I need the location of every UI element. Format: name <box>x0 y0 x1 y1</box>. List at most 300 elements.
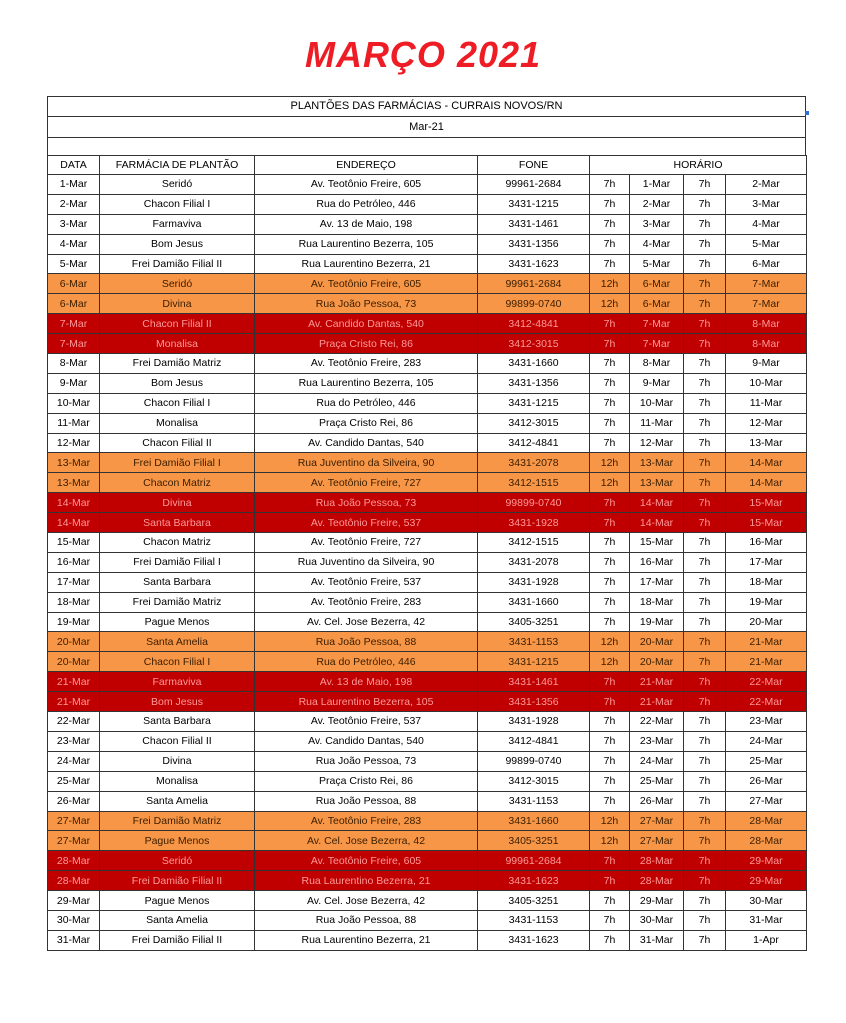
cell-h1[interactable]: 7h <box>590 214 630 234</box>
blank-row[interactable] <box>47 138 806 155</box>
cell-h2[interactable]: 7h <box>684 533 726 553</box>
cell-d2[interactable]: 3-Mar <box>726 194 807 214</box>
cell-farmacia[interactable]: Bom Jesus <box>100 234 255 254</box>
cell-fone[interactable]: 3412-3015 <box>478 413 590 433</box>
cell-endereco[interactable]: Rua João Pessoa, 73 <box>255 493 478 513</box>
cell-d1[interactable]: 27-Mar <box>630 811 684 831</box>
cell-fone[interactable]: 3431-1356 <box>478 234 590 254</box>
cell-endereco[interactable]: Rua Laurentino Bezerra, 21 <box>255 871 478 891</box>
cell-h1[interactable]: 7h <box>590 592 630 612</box>
cell-h1[interactable]: 7h <box>590 692 630 712</box>
cell-endereco[interactable]: Rua João Pessoa, 88 <box>255 910 478 930</box>
cell-d2[interactable]: 17-Mar <box>726 552 807 572</box>
cell-endereco[interactable]: Rua do Petróleo, 446 <box>255 393 478 413</box>
cell-farmacia[interactable]: Chacon Matriz <box>100 533 255 553</box>
cell-endereco[interactable]: Rua João Pessoa, 88 <box>255 791 478 811</box>
cell-farmacia[interactable]: Divina <box>100 493 255 513</box>
cell-d1[interactable]: 6-Mar <box>630 274 684 294</box>
cell-farmacia[interactable]: Monalisa <box>100 334 255 354</box>
cell-d2[interactable]: 19-Mar <box>726 592 807 612</box>
cell-fone[interactable]: 3412-4841 <box>478 433 590 453</box>
cell-farmacia[interactable]: Pague Menos <box>100 891 255 911</box>
cell-d2[interactable]: 22-Mar <box>726 692 807 712</box>
sheet-header[interactable]: PLANTÕES DAS FARMÁCIAS - CURRAIS NOVOS/RN <box>47 96 806 116</box>
cell-d1[interactable]: 20-Mar <box>630 652 684 672</box>
cell-endereco[interactable]: Av. Candido Dantas, 540 <box>255 314 478 334</box>
cell-h2[interactable]: 7h <box>684 672 726 692</box>
cell-endereco[interactable]: Av. Teotônio Freire, 537 <box>255 572 478 592</box>
cell-d1[interactable]: 19-Mar <box>630 612 684 632</box>
cell-fone[interactable]: 3431-1356 <box>478 373 590 393</box>
cell-h1[interactable]: 7h <box>590 910 630 930</box>
cell-d1[interactable]: 14-Mar <box>630 493 684 513</box>
sheet-month[interactable]: Mar-21 <box>47 116 806 138</box>
cell-h1[interactable]: 7h <box>590 572 630 592</box>
cell-farmacia[interactable]: Santa Barbara <box>100 712 255 732</box>
cell-data[interactable]: 4-Mar <box>48 234 100 254</box>
cell-h1[interactable]: 7h <box>590 672 630 692</box>
cell-fone[interactable]: 99961-2684 <box>478 175 590 195</box>
cell-h1[interactable]: 12h <box>590 453 630 473</box>
cell-d1[interactable]: 28-Mar <box>630 871 684 891</box>
cell-data[interactable]: 11-Mar <box>48 413 100 433</box>
cell-farmacia[interactable]: Chacon Filial II <box>100 731 255 751</box>
cell-h1[interactable]: 7h <box>590 254 630 274</box>
cell-d2[interactable]: 5-Mar <box>726 234 807 254</box>
cell-h1[interactable]: 7h <box>590 513 630 533</box>
cell-farmacia[interactable]: Frei Damião Matriz <box>100 354 255 374</box>
col-fone[interactable]: FONE <box>478 156 590 175</box>
cell-endereco[interactable]: Av. Teotônio Freire, 283 <box>255 811 478 831</box>
cell-d2[interactable]: 28-Mar <box>726 831 807 851</box>
cell-h2[interactable]: 7h <box>684 175 726 195</box>
cell-farmacia[interactable]: Divina <box>100 294 255 314</box>
cell-endereco[interactable]: Praça Cristo Rei, 86 <box>255 413 478 433</box>
cell-data[interactable]: 24-Mar <box>48 751 100 771</box>
cell-h1[interactable]: 7h <box>590 851 630 871</box>
cell-d2[interactable]: 13-Mar <box>726 433 807 453</box>
cell-d2[interactable]: 30-Mar <box>726 891 807 911</box>
cell-d2[interactable]: 29-Mar <box>726 871 807 891</box>
cell-d1[interactable]: 13-Mar <box>630 473 684 493</box>
cell-data[interactable]: 31-Mar <box>48 930 100 950</box>
cell-fone[interactable]: 3431-1623 <box>478 871 590 891</box>
cell-d2[interactable]: 7-Mar <box>726 274 807 294</box>
cell-farmacia[interactable]: Seridó <box>100 274 255 294</box>
cell-data[interactable]: 21-Mar <box>48 692 100 712</box>
cell-farmacia[interactable]: Chacon Filial I <box>100 194 255 214</box>
cell-d1[interactable]: 20-Mar <box>630 632 684 652</box>
cell-fone[interactable]: 3431-1660 <box>478 811 590 831</box>
cell-data[interactable]: 9-Mar <box>48 373 100 393</box>
cell-d1[interactable]: 12-Mar <box>630 433 684 453</box>
cell-data[interactable]: 12-Mar <box>48 433 100 453</box>
cell-data[interactable]: 18-Mar <box>48 592 100 612</box>
cell-d1[interactable]: 9-Mar <box>630 373 684 393</box>
cell-farmacia[interactable]: Bom Jesus <box>100 373 255 393</box>
cell-h1[interactable]: 7h <box>590 552 630 572</box>
cell-farmacia[interactable]: Frei Damião Matriz <box>100 592 255 612</box>
cell-fone[interactable]: 3431-1461 <box>478 214 590 234</box>
cell-fone[interactable]: 3431-1623 <box>478 254 590 274</box>
cell-h2[interactable]: 7h <box>684 552 726 572</box>
cell-h2[interactable]: 7h <box>684 731 726 751</box>
col-farmacia[interactable]: FARMÁCIA DE PLANTÃO <box>100 156 255 175</box>
cell-endereco[interactable]: Rua Laurentino Bezerra, 105 <box>255 373 478 393</box>
cell-d1[interactable]: 1-Mar <box>630 175 684 195</box>
cell-h2[interactable]: 7h <box>684 652 726 672</box>
cell-fone[interactable]: 3405-3251 <box>478 612 590 632</box>
cell-data[interactable]: 2-Mar <box>48 194 100 214</box>
cell-h1[interactable]: 12h <box>590 652 630 672</box>
cell-data[interactable]: 25-Mar <box>48 771 100 791</box>
cell-endereco[interactable]: Av. 13 de Maio, 198 <box>255 214 478 234</box>
cell-d2[interactable]: 15-Mar <box>726 493 807 513</box>
cell-farmacia[interactable]: Frei Damião Filial II <box>100 871 255 891</box>
cell-farmacia[interactable]: Santa Barbara <box>100 513 255 533</box>
cell-d2[interactable]: 12-Mar <box>726 413 807 433</box>
cell-fone[interactable]: 3405-3251 <box>478 831 590 851</box>
cell-endereco[interactable]: Av. Teotônio Freire, 283 <box>255 592 478 612</box>
cell-fone[interactable]: 3431-1928 <box>478 712 590 732</box>
cell-h1[interactable]: 12h <box>590 632 630 652</box>
cell-h2[interactable]: 7h <box>684 572 726 592</box>
cell-farmacia[interactable]: Pague Menos <box>100 612 255 632</box>
cell-fone[interactable]: 3431-2078 <box>478 453 590 473</box>
cell-data[interactable]: 3-Mar <box>48 214 100 234</box>
cell-h2[interactable]: 7h <box>684 811 726 831</box>
cell-h2[interactable]: 7h <box>684 791 726 811</box>
cell-h2[interactable]: 7h <box>684 771 726 791</box>
cell-h2[interactable]: 7h <box>684 493 726 513</box>
cell-d2[interactable]: 6-Mar <box>726 254 807 274</box>
cell-data[interactable]: 7-Mar <box>48 334 100 354</box>
cell-fone[interactable]: 99961-2684 <box>478 274 590 294</box>
cell-d1[interactable]: 7-Mar <box>630 334 684 354</box>
cell-endereco[interactable]: Av. Cel. Jose Bezerra, 42 <box>255 831 478 851</box>
cell-endereco[interactable]: Rua Laurentino Bezerra, 105 <box>255 692 478 712</box>
col-horario[interactable]: HORÁRIO <box>590 156 807 175</box>
cell-h1[interactable]: 12h <box>590 831 630 851</box>
col-endereco[interactable]: ENDEREÇO <box>255 156 478 175</box>
cell-farmacia[interactable]: Chacon Filial II <box>100 433 255 453</box>
cell-d1[interactable]: 6-Mar <box>630 294 684 314</box>
cell-h1[interactable]: 7h <box>590 493 630 513</box>
cell-d2[interactable]: 29-Mar <box>726 851 807 871</box>
cell-h2[interactable]: 7h <box>684 234 726 254</box>
cell-h2[interactable]: 7h <box>684 214 726 234</box>
cell-h2[interactable]: 7h <box>684 692 726 712</box>
cell-d2[interactable]: 27-Mar <box>726 791 807 811</box>
cell-h2[interactable]: 7h <box>684 910 726 930</box>
cell-d2[interactable]: 10-Mar <box>726 373 807 393</box>
cell-data[interactable]: 28-Mar <box>48 871 100 891</box>
cell-fone[interactable]: 3431-1215 <box>478 393 590 413</box>
cell-d1[interactable]: 8-Mar <box>630 354 684 374</box>
selection-handle[interactable] <box>805 111 809 115</box>
cell-fone[interactable]: 3412-1515 <box>478 473 590 493</box>
cell-d2[interactable]: 15-Mar <box>726 513 807 533</box>
cell-data[interactable]: 8-Mar <box>48 354 100 374</box>
cell-endereco[interactable]: Av. Teotônio Freire, 727 <box>255 533 478 553</box>
cell-fone[interactable]: 3412-3015 <box>478 334 590 354</box>
cell-d2[interactable]: 8-Mar <box>726 334 807 354</box>
cell-d1[interactable]: 3-Mar <box>630 214 684 234</box>
cell-fone[interactable]: 3412-4841 <box>478 731 590 751</box>
cell-data[interactable]: 19-Mar <box>48 612 100 632</box>
cell-fone[interactable]: 99899-0740 <box>478 294 590 314</box>
cell-fone[interactable]: 3431-1215 <box>478 652 590 672</box>
cell-h2[interactable]: 7h <box>684 751 726 771</box>
cell-h1[interactable]: 7h <box>590 334 630 354</box>
cell-farmacia[interactable]: Frei Damião Filial II <box>100 930 255 950</box>
cell-h2[interactable]: 7h <box>684 871 726 891</box>
cell-h2[interactable]: 7h <box>684 712 726 732</box>
cell-d1[interactable]: 13-Mar <box>630 453 684 473</box>
cell-endereco[interactable]: Rua Laurentino Bezerra, 21 <box>255 930 478 950</box>
cell-h1[interactable]: 12h <box>590 274 630 294</box>
cell-farmacia[interactable]: Monalisa <box>100 771 255 791</box>
cell-d2[interactable]: 14-Mar <box>726 473 807 493</box>
cell-d2[interactable]: 8-Mar <box>726 314 807 334</box>
cell-d2[interactable]: 7-Mar <box>726 294 807 314</box>
cell-h2[interactable]: 7h <box>684 851 726 871</box>
cell-h2[interactable]: 7h <box>684 632 726 652</box>
cell-fone[interactable]: 3431-1660 <box>478 592 590 612</box>
cell-d2[interactable]: 25-Mar <box>726 751 807 771</box>
cell-d1[interactable]: 2-Mar <box>630 194 684 214</box>
cell-d1[interactable]: 26-Mar <box>630 791 684 811</box>
cell-h2[interactable]: 7h <box>684 334 726 354</box>
cell-h2[interactable]: 7h <box>684 473 726 493</box>
cell-farmacia[interactable]: Frei Damião Filial I <box>100 552 255 572</box>
cell-d2[interactable]: 20-Mar <box>726 612 807 632</box>
cell-data[interactable]: 14-Mar <box>48 513 100 533</box>
cell-h2[interactable]: 7h <box>684 831 726 851</box>
cell-farmacia[interactable]: Frei Damião Filial I <box>100 453 255 473</box>
cell-h2[interactable]: 7h <box>684 274 726 294</box>
cell-fone[interactable]: 99899-0740 <box>478 493 590 513</box>
cell-fone[interactable]: 3431-1153 <box>478 791 590 811</box>
cell-farmacia[interactable]: Seridó <box>100 851 255 871</box>
cell-d2[interactable]: 16-Mar <box>726 533 807 553</box>
cell-d1[interactable]: 23-Mar <box>630 731 684 751</box>
cell-fone[interactable]: 3412-1515 <box>478 533 590 553</box>
cell-farmacia[interactable]: Divina <box>100 751 255 771</box>
cell-d1[interactable]: 27-Mar <box>630 831 684 851</box>
cell-d2[interactable]: 21-Mar <box>726 632 807 652</box>
cell-h2[interactable]: 7h <box>684 254 726 274</box>
cell-h2[interactable]: 7h <box>684 413 726 433</box>
cell-data[interactable]: 29-Mar <box>48 891 100 911</box>
cell-d2[interactable]: 18-Mar <box>726 572 807 592</box>
cell-d2[interactable]: 28-Mar <box>726 811 807 831</box>
cell-h1[interactable]: 7h <box>590 612 630 632</box>
cell-h1[interactable]: 7h <box>590 314 630 334</box>
cell-farmacia[interactable]: Frei Damião Filial II <box>100 254 255 274</box>
cell-endereco[interactable]: Av. Cel. Jose Bezerra, 42 <box>255 612 478 632</box>
cell-d1[interactable]: 4-Mar <box>630 234 684 254</box>
cell-d2[interactable]: 23-Mar <box>726 712 807 732</box>
cell-d1[interactable]: 30-Mar <box>630 910 684 930</box>
cell-d2[interactable]: 14-Mar <box>726 453 807 473</box>
cell-h1[interactable]: 7h <box>590 393 630 413</box>
cell-h1[interactable]: 7h <box>590 731 630 751</box>
cell-fone[interactable]: 3431-1660 <box>478 354 590 374</box>
cell-data[interactable]: 20-Mar <box>48 652 100 672</box>
cell-data[interactable]: 1-Mar <box>48 175 100 195</box>
cell-endereco[interactable]: Av. Teotônio Freire, 605 <box>255 851 478 871</box>
cell-data[interactable]: 30-Mar <box>48 910 100 930</box>
cell-d1[interactable]: 21-Mar <box>630 692 684 712</box>
cell-d2[interactable]: 22-Mar <box>726 672 807 692</box>
cell-fone[interactable]: 99899-0740 <box>478 751 590 771</box>
cell-farmacia[interactable]: Santa Amelia <box>100 910 255 930</box>
cell-h1[interactable]: 7h <box>590 175 630 195</box>
cell-d1[interactable]: 31-Mar <box>630 930 684 950</box>
cell-endereco[interactable]: Praça Cristo Rei, 86 <box>255 771 478 791</box>
cell-fone[interactable]: 3412-3015 <box>478 771 590 791</box>
cell-data[interactable]: 6-Mar <box>48 294 100 314</box>
cell-data[interactable]: 26-Mar <box>48 791 100 811</box>
cell-data[interactable]: 21-Mar <box>48 672 100 692</box>
col-data[interactable]: DATA <box>48 156 100 175</box>
cell-data[interactable]: 23-Mar <box>48 731 100 751</box>
cell-d1[interactable]: 17-Mar <box>630 572 684 592</box>
cell-h2[interactable]: 7h <box>684 891 726 911</box>
cell-d1[interactable]: 10-Mar <box>630 393 684 413</box>
cell-h2[interactable]: 7h <box>684 453 726 473</box>
cell-farmacia[interactable]: Pague Menos <box>100 831 255 851</box>
cell-fone[interactable]: 3431-1153 <box>478 910 590 930</box>
cell-h1[interactable]: 7h <box>590 194 630 214</box>
cell-data[interactable]: 16-Mar <box>48 552 100 572</box>
cell-endereco[interactable]: Praça Cristo Rei, 86 <box>255 334 478 354</box>
cell-d1[interactable]: 7-Mar <box>630 314 684 334</box>
cell-fone[interactable]: 3412-4841 <box>478 314 590 334</box>
cell-data[interactable]: 10-Mar <box>48 393 100 413</box>
cell-d1[interactable]: 22-Mar <box>630 712 684 732</box>
cell-d2[interactable]: 4-Mar <box>726 214 807 234</box>
cell-h1[interactable]: 7h <box>590 373 630 393</box>
cell-farmacia[interactable]: Farmaviva <box>100 672 255 692</box>
cell-d1[interactable]: 5-Mar <box>630 254 684 274</box>
cell-h1[interactable]: 7h <box>590 930 630 950</box>
cell-endereco[interactable]: Av. Candido Dantas, 540 <box>255 433 478 453</box>
cell-d2[interactable]: 26-Mar <box>726 771 807 791</box>
cell-d2[interactable]: 1-Apr <box>726 930 807 950</box>
cell-h1[interactable]: 7h <box>590 771 630 791</box>
cell-h1[interactable]: 7h <box>590 433 630 453</box>
cell-fone[interactable]: 3405-3251 <box>478 891 590 911</box>
cell-endereco[interactable]: Av. Teotônio Freire, 537 <box>255 712 478 732</box>
cell-d1[interactable]: 21-Mar <box>630 672 684 692</box>
cell-endereco[interactable]: Av. 13 de Maio, 198 <box>255 672 478 692</box>
cell-d1[interactable]: 24-Mar <box>630 751 684 771</box>
cell-farmacia[interactable]: Chacon Filial II <box>100 314 255 334</box>
cell-h1[interactable]: 7h <box>590 533 630 553</box>
cell-h1[interactable]: 7h <box>590 354 630 374</box>
cell-data[interactable]: 6-Mar <box>48 274 100 294</box>
cell-endereco[interactable]: Rua do Petróleo, 446 <box>255 652 478 672</box>
cell-data[interactable]: 28-Mar <box>48 851 100 871</box>
cell-farmacia[interactable]: Farmaviva <box>100 214 255 234</box>
cell-d1[interactable]: 11-Mar <box>630 413 684 433</box>
cell-farmacia[interactable]: Chacon Matriz <box>100 473 255 493</box>
cell-d2[interactable]: 11-Mar <box>726 393 807 413</box>
cell-h1[interactable]: 7h <box>590 891 630 911</box>
cell-data[interactable]: 27-Mar <box>48 831 100 851</box>
cell-endereco[interactable]: Rua João Pessoa, 73 <box>255 751 478 771</box>
cell-endereco[interactable]: Rua Laurentino Bezerra, 105 <box>255 234 478 254</box>
cell-data[interactable]: 14-Mar <box>48 493 100 513</box>
cell-h1[interactable]: 7h <box>590 791 630 811</box>
cell-h2[interactable]: 7h <box>684 354 726 374</box>
cell-d1[interactable]: 18-Mar <box>630 592 684 612</box>
cell-h2[interactable]: 7h <box>684 930 726 950</box>
cell-endereco[interactable]: Av. Teotônio Freire, 605 <box>255 175 478 195</box>
cell-farmacia[interactable]: Chacon Filial I <box>100 652 255 672</box>
cell-h2[interactable]: 7h <box>684 513 726 533</box>
cell-fone[interactable]: 3431-1356 <box>478 692 590 712</box>
cell-farmacia[interactable]: Santa Barbara <box>100 572 255 592</box>
cell-farmacia[interactable]: Seridó <box>100 175 255 195</box>
cell-farmacia[interactable]: Santa Amelia <box>100 791 255 811</box>
cell-h1[interactable]: 12h <box>590 473 630 493</box>
cell-data[interactable]: 13-Mar <box>48 473 100 493</box>
cell-endereco[interactable]: Av. Cel. Jose Bezerra, 42 <box>255 891 478 911</box>
cell-h2[interactable]: 7h <box>684 314 726 334</box>
cell-h1[interactable]: 7h <box>590 234 630 254</box>
cell-h1[interactable]: 12h <box>590 294 630 314</box>
cell-d2[interactable]: 2-Mar <box>726 175 807 195</box>
cell-fone[interactable]: 3431-1153 <box>478 632 590 652</box>
cell-endereco[interactable]: Av. Teotônio Freire, 537 <box>255 513 478 533</box>
cell-endereco[interactable]: Rua Juventino da Silveira, 90 <box>255 453 478 473</box>
cell-fone[interactable]: 3431-1461 <box>478 672 590 692</box>
cell-endereco[interactable]: Rua Laurentino Bezerra, 21 <box>255 254 478 274</box>
cell-fone[interactable]: 3431-1215 <box>478 194 590 214</box>
cell-fone[interactable]: 3431-1623 <box>478 930 590 950</box>
cell-d1[interactable]: 28-Mar <box>630 851 684 871</box>
cell-d2[interactable]: 21-Mar <box>726 652 807 672</box>
cell-h1[interactable]: 12h <box>590 811 630 831</box>
cell-data[interactable]: 13-Mar <box>48 453 100 473</box>
cell-h2[interactable]: 7h <box>684 194 726 214</box>
cell-h2[interactable]: 7h <box>684 294 726 314</box>
cell-endereco[interactable]: Rua do Petróleo, 446 <box>255 194 478 214</box>
cell-h1[interactable]: 7h <box>590 751 630 771</box>
cell-h2[interactable]: 7h <box>684 592 726 612</box>
cell-d2[interactable]: 9-Mar <box>726 354 807 374</box>
cell-d2[interactable]: 31-Mar <box>726 910 807 930</box>
cell-data[interactable]: 5-Mar <box>48 254 100 274</box>
cell-h2[interactable]: 7h <box>684 373 726 393</box>
cell-h2[interactable]: 7h <box>684 393 726 413</box>
cell-h1[interactable]: 7h <box>590 712 630 732</box>
cell-fone[interactable]: 99961-2684 <box>478 851 590 871</box>
cell-data[interactable]: 7-Mar <box>48 314 100 334</box>
cell-d1[interactable]: 15-Mar <box>630 533 684 553</box>
cell-h1[interactable]: 7h <box>590 413 630 433</box>
cell-h2[interactable]: 7h <box>684 612 726 632</box>
cell-d1[interactable]: 25-Mar <box>630 771 684 791</box>
cell-farmacia[interactable]: Chacon Filial I <box>100 393 255 413</box>
cell-fone[interactable]: 3431-1928 <box>478 572 590 592</box>
cell-endereco[interactable]: Rua Juventino da Silveira, 90 <box>255 552 478 572</box>
cell-data[interactable]: 15-Mar <box>48 533 100 553</box>
cell-d1[interactable]: 29-Mar <box>630 891 684 911</box>
